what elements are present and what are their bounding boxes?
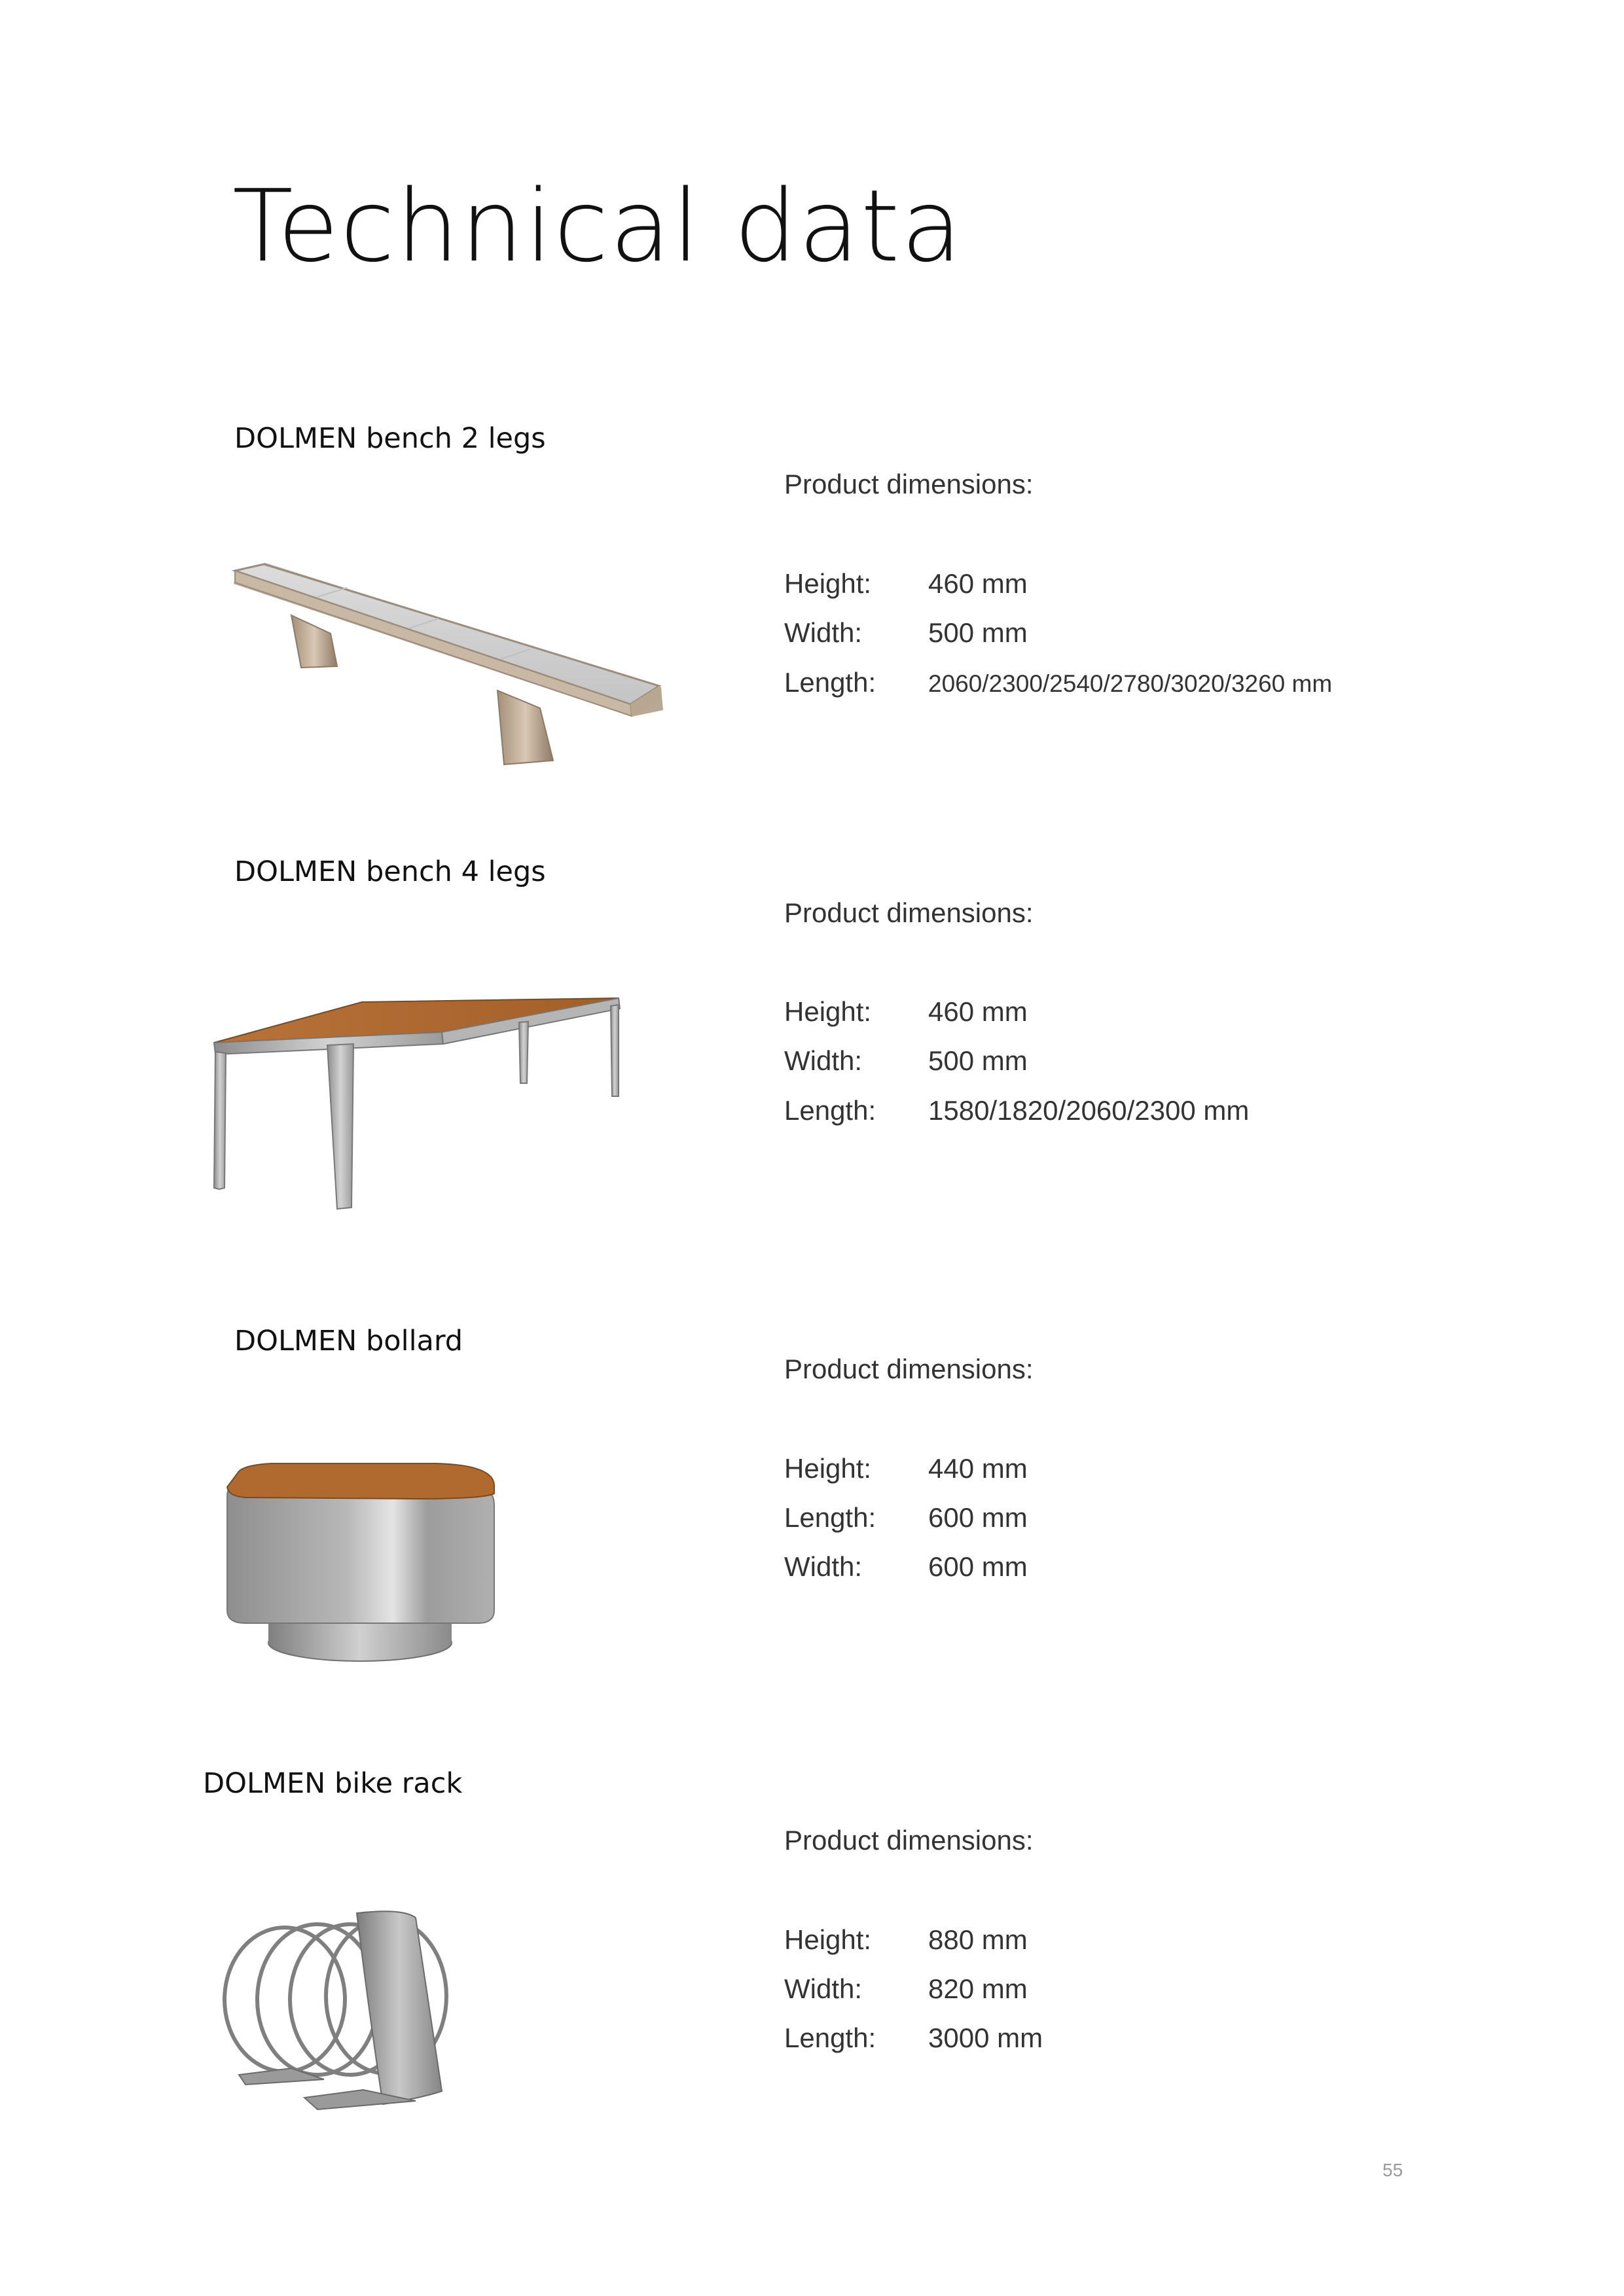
dimension-label: Width:	[784, 617, 863, 648]
dimension-value: 500 mm	[928, 617, 1028, 648]
bench-4-legs-image	[206, 992, 625, 1214]
dimension-row	[784, 1973, 1028, 2013]
dimension-label: Width:	[784, 1045, 863, 1076]
bollard-image	[219, 1460, 507, 1669]
bench-2-legs-image	[226, 556, 671, 772]
dimension-label: Height:	[784, 568, 872, 599]
dimensions-heading: Product dimensions:	[784, 1354, 1034, 1384]
page-title: Technical data	[232, 168, 964, 284]
dimension-row	[784, 2022, 1043, 2062]
dimension-row	[784, 1924, 1028, 1964]
dimension-row	[784, 996, 1028, 1035]
dimension-row	[784, 1095, 1249, 1134]
dimension-value: 500 mm	[928, 1045, 1028, 1076]
dimension-value: 1580/1820/2060/2300 mm	[928, 1095, 1250, 1126]
dimension-value: 600 mm	[928, 1551, 1028, 1582]
dimension-row	[784, 1551, 1028, 1590]
dimension-row	[784, 568, 1028, 607]
dimension-label: Length:	[784, 1095, 876, 1126]
product-name: DOLMEN bench 2 legs	[234, 422, 546, 455]
dimension-label: Width:	[784, 1551, 863, 1582]
dimension-row	[784, 1502, 1028, 1541]
dimension-value: 880 mm	[928, 1924, 1028, 1955]
dimension-label: Length:	[784, 1502, 876, 1533]
dimension-row	[784, 667, 1332, 706]
dimension-label: Height:	[784, 1453, 872, 1484]
dimension-value: 440 mm	[928, 1453, 1028, 1484]
dimensions-heading: Product dimensions:	[784, 469, 1034, 499]
bike-rack-image	[219, 1901, 494, 2117]
product-name: DOLMEN bollard	[234, 1325, 463, 1357]
page-number: 55	[1382, 2160, 1403, 2180]
dimension-row	[784, 1453, 1028, 1492]
dimension-value: 3000 mm	[928, 2022, 1043, 2053]
dimension-label: Height:	[784, 996, 872, 1027]
dimension-label: Length:	[784, 2022, 876, 2053]
dimension-label: Length:	[784, 667, 876, 698]
dimensions-heading: Product dimensions:	[784, 1825, 1034, 1856]
dimensions-heading: Product dimensions:	[784, 897, 1034, 928]
dimension-value: 460 mm	[928, 568, 1028, 599]
dimension-value: 460 mm	[928, 996, 1028, 1027]
dimension-value: 2060/2300/2540/2780/3020/3260 mm	[928, 670, 1333, 697]
product-name: DOLMEN bike rack	[203, 1767, 463, 1800]
dimension-label: Height:	[784, 1924, 872, 1955]
dimension-value: 820 mm	[928, 1973, 1028, 2004]
dimension-row	[784, 1045, 1028, 1085]
dimension-value: 600 mm	[928, 1502, 1028, 1533]
product-name: DOLMEN bench 4 legs	[234, 855, 546, 888]
dimension-row	[784, 617, 1028, 656]
dimension-label: Width:	[784, 1973, 863, 2004]
